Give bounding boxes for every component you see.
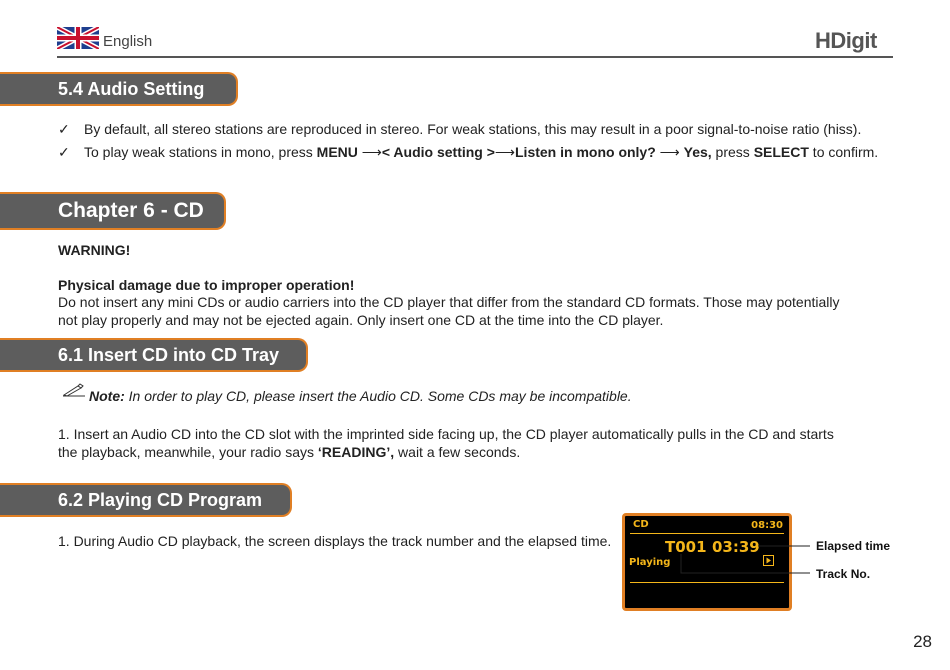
- lcd-status: Playing: [629, 557, 671, 568]
- section-6-1-heading: 6.1 Insert CD into CD Tray: [0, 338, 308, 372]
- callout-track-no: Track No.: [816, 567, 871, 581]
- chapter-6-heading: Chapter 6 - CD: [0, 192, 226, 230]
- lcd-top-rule: [630, 533, 784, 534]
- callout-lines: [680, 540, 815, 580]
- section-5-4-heading: 5.4 Audio Setting: [0, 72, 238, 106]
- lcd-clock: 08:30: [751, 520, 783, 531]
- lcd-bottom-rule: [630, 582, 784, 583]
- callout-elapsed-time: Elapsed time: [816, 539, 891, 553]
- lcd-track: T001: [665, 538, 707, 556]
- section-6-2-heading: 6.2 Playing CD Program: [0, 483, 292, 517]
- brand-logo: [815, 28, 877, 54]
- lcd-source: CD: [633, 519, 649, 530]
- pen-note-icon: [62, 383, 86, 402]
- damage-text: Do not insert any mini CDs or audio carriers into the CD player that differ from the standard CD formats. Those may potentially not play properly and may not be ejected again. Only insert one CD at the time into the CD player.: [58, 294, 840, 328]
- warning-label: WARNING!: [58, 242, 131, 258]
- brand-logo-text: HDigit: [815, 28, 877, 53]
- lcd-elapsed: 03:39: [712, 538, 760, 556]
- uk-flag-icon: [57, 27, 99, 54]
- page-number: 28: [913, 632, 932, 651]
- insert-step: 1. Insert an Audio CD into the CD slot with the imprinted side facing up, the CD player automatically pulls in the CD and starts the playback, meanwhile, your radio says ‘READING’, wait a few seconds.: [58, 426, 834, 460]
- check-icon: ✓: [58, 144, 70, 160]
- bullet-mono: ✓ To play weak stations in mono, press MENU ⟶< Audio setting >⟶Listen in mono only? ⟶ Yes, press SELECT to confirm.: [58, 144, 879, 160]
- language-label: English: [103, 33, 153, 50]
- header-divider: [57, 56, 893, 58]
- playing-step: 1. During Audio CD playback, the screen displays the track number and the elapsed time.: [58, 533, 612, 549]
- bullet-stereo: ✓ By default, all stereo stations are reproduced in stereo. For weak stations, this may result in a poor signal-to-noise ratio (hiss).: [58, 121, 862, 137]
- damage-title: Physical damage due to improper operation!: [58, 277, 355, 293]
- check-icon: ✓: [58, 121, 70, 137]
- note-line: Note: In order to play CD, please insert the Audio CD. Some CDs may be incompatible.: [89, 388, 632, 404]
